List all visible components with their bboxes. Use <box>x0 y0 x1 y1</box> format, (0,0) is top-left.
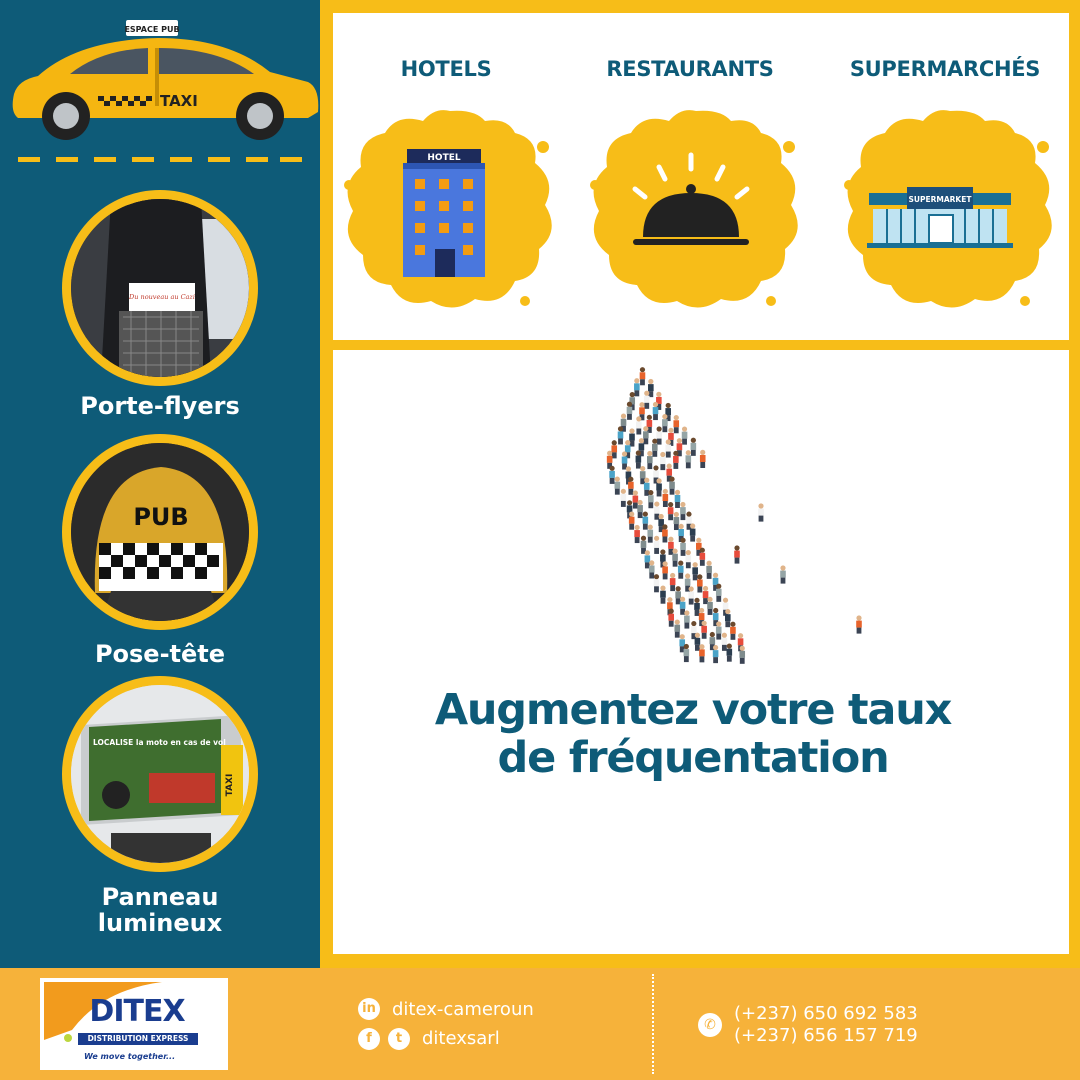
crowd-person <box>758 503 764 521</box>
hotel-sign-text: HOTEL <box>427 153 461 163</box>
road-dashes <box>18 155 303 165</box>
crowd-person <box>707 597 713 615</box>
crowd-person <box>637 500 643 518</box>
crowd-person <box>682 426 688 444</box>
panel-text: LOCALISE la moto en cas de vol <box>93 738 226 747</box>
crowd-person <box>611 440 617 458</box>
linkedin-icon[interactable]: in <box>358 998 380 1020</box>
crowd-person <box>643 511 649 529</box>
phone-number-1[interactable]: (+237) 650 692 583 <box>734 1003 918 1024</box>
crowd-person <box>647 451 653 469</box>
taxi-side-text: TAXI <box>225 773 235 797</box>
crowd-person <box>692 562 698 580</box>
crowd-person <box>684 644 690 662</box>
crowd-person <box>662 561 668 579</box>
crowd-person <box>652 439 658 457</box>
pose-tete-label: Pose-tête <box>94 640 226 668</box>
crowd-person <box>727 643 733 661</box>
crowd-person <box>686 550 692 568</box>
crowd-person <box>734 545 740 563</box>
crowd-person <box>699 644 705 662</box>
panneau-lumineux-label-line2: lumineux <box>97 909 223 937</box>
crowd-person <box>688 586 694 604</box>
crowd-person <box>622 451 628 469</box>
crowd-person <box>643 426 649 444</box>
crowd-person <box>629 428 635 446</box>
facebook-icon[interactable]: f <box>358 1028 380 1050</box>
supermarket-sign-text: SUPERMARKET <box>908 195 972 204</box>
panneau-lumineux-label-line1: Panneau <box>101 883 219 911</box>
crowd-person <box>636 450 642 468</box>
headline <box>333 686 1053 782</box>
crowd-person <box>654 536 660 554</box>
logo-subtitle: DISTRIBUTION EXPRESS <box>78 1033 198 1045</box>
crowd-person <box>644 391 650 409</box>
crowd-person <box>614 476 620 494</box>
porte-flyers-label: Porte-flyers <box>80 392 240 420</box>
pub-text: PUB <box>133 503 189 531</box>
ditex-logo[interactable] <box>40 978 228 1070</box>
crowd-panel <box>333 350 1069 954</box>
crowd-person <box>725 609 731 627</box>
category-title-hotels: HOTELS <box>400 57 492 81</box>
sidebar <box>0 0 320 968</box>
crowd-person <box>672 548 678 566</box>
flyer-text: Du nouveau au Cazi <box>129 293 195 301</box>
crowd-person <box>628 477 634 495</box>
crowd-person <box>730 622 736 640</box>
crowd-person <box>856 615 862 633</box>
panneau-lumineux-photo <box>62 676 258 872</box>
phone-icon: ✆ <box>698 1013 722 1037</box>
headline-line2: de fréquentation <box>497 733 889 783</box>
crowd-person <box>780 565 786 583</box>
crowd-person <box>668 609 674 627</box>
pose-tete-photo <box>62 434 258 630</box>
crowd-person <box>695 633 701 651</box>
crowd-person <box>627 402 633 420</box>
crowd-person <box>675 490 681 508</box>
taxi-roof-sign-text: ESPACE PUB <box>124 25 180 34</box>
crowd-person <box>684 610 690 628</box>
crowd-person <box>716 621 722 639</box>
crowd-person <box>663 489 669 507</box>
category-title-restaurants: RESTAURANTS <box>606 57 774 81</box>
crowd-person <box>662 414 668 432</box>
crowd-person <box>640 367 646 385</box>
logo-tagline: We move together... <box>84 1052 176 1061</box>
panneau-lumineux-label <box>0 884 320 936</box>
crowd-person <box>674 512 680 530</box>
crowd-person <box>653 402 659 420</box>
crowd-person <box>673 415 679 433</box>
categories-panel <box>333 13 1069 340</box>
headline-line1: Augmentez votre taux <box>434 685 952 735</box>
crowd-person <box>660 452 666 470</box>
crowd-person <box>647 524 653 542</box>
crowd-person <box>654 574 660 592</box>
crowd-person <box>609 466 615 484</box>
crowd-arrow-illustration <box>561 358 881 683</box>
footer-divider <box>652 974 654 1074</box>
crowd-person <box>648 490 654 508</box>
crowd-person <box>636 416 642 434</box>
crowd-person <box>668 502 674 520</box>
crowd-person <box>700 548 706 566</box>
crowd-person <box>670 573 676 591</box>
crowd-person <box>703 586 709 604</box>
crowd-person <box>649 560 655 578</box>
crowd-person <box>669 476 675 494</box>
crowd-person <box>673 451 679 469</box>
crowd-person <box>658 514 664 532</box>
crowd-person <box>621 489 627 507</box>
crowd-person <box>716 584 722 602</box>
footer <box>0 968 1080 1080</box>
crowd-person <box>680 538 686 556</box>
cloche-icon <box>581 105 811 315</box>
crowd-person <box>701 621 707 639</box>
crowd-person <box>674 619 680 637</box>
crowd-person <box>680 502 686 520</box>
logo-name: DITEX <box>89 994 185 1029</box>
crowd-person <box>626 466 632 484</box>
crowd-person <box>660 586 666 604</box>
category-title-supermarches: SUPERMARCHÉS <box>849 57 1041 81</box>
linkedin-handle[interactable]: ditex-cameroun <box>392 999 534 1020</box>
taxi-illustration <box>8 16 320 146</box>
crowd-person <box>634 525 640 543</box>
taxi-door-text: TAXI <box>160 92 198 110</box>
crowd-person <box>634 378 640 396</box>
crowd-person <box>690 523 696 541</box>
social-handle[interactable]: ditexsarl <box>422 1028 500 1049</box>
crowd-person <box>691 438 697 456</box>
crowd-person <box>713 645 719 663</box>
hotel-building-icon <box>335 105 565 315</box>
crowd-person <box>700 450 706 468</box>
crowd-person <box>697 574 703 592</box>
phone-number-2[interactable]: (+237) 656 157 719 <box>734 1025 918 1046</box>
crowd-person <box>675 586 681 604</box>
supermarket-icon <box>835 105 1065 315</box>
crowd-person <box>722 633 728 651</box>
twitter-icon[interactable]: t <box>388 1028 410 1050</box>
crowd-person <box>629 512 635 530</box>
crowd-person <box>685 450 691 468</box>
crowd-person <box>706 561 712 579</box>
crowd-person <box>662 524 668 542</box>
crowd-person <box>618 426 624 444</box>
crowd-person <box>665 439 671 457</box>
crowd-person <box>656 478 662 496</box>
crowd-person <box>678 561 684 579</box>
crowd-person <box>739 646 745 664</box>
porte-flyers-photo <box>62 190 258 386</box>
